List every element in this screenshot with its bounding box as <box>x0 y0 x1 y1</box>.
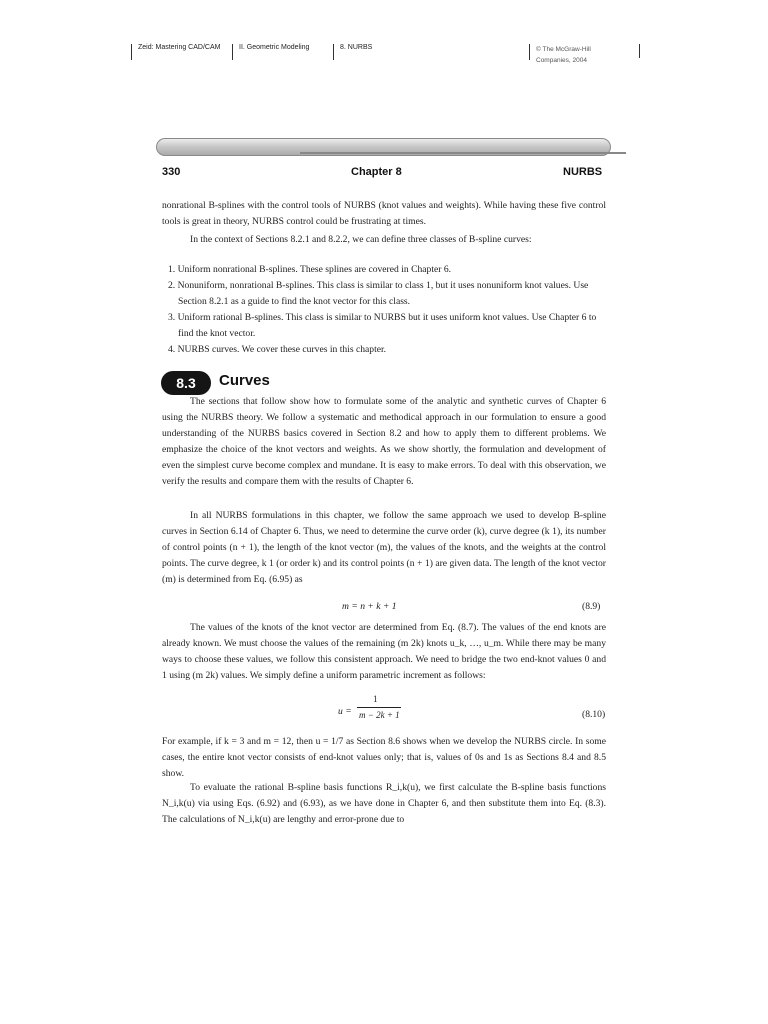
body-paragraph-1: The sections that follow show how to formulate some of the analytic and synthetic curves of Chapter 6 using the NURBS theory. We follow a systematic and methodical approach in our formulation to ensure a good understanding of the NURBS basics covered in Section 8.2 and how to apply them to different problems. We emphasize the choice of the knot vectors and weights. As we show shortly, the formulation and development of even the simplest curve become complex and mundane. It is easy to make errors. To deal with this observation, we verify the results and compare them with the results of Chapter 6. <box>162 396 606 487</box>
equation-8-10-fraction-bar <box>357 707 401 708</box>
intro-paragraph-2: In the context of Sections 8.2.1 and 8.2.2, we can define three classes of B-spline curves: <box>190 234 532 245</box>
equation-8-9-number: (8.9) <box>582 601 601 612</box>
body-paragraph-2: In all NURBS formulations in this chapter, we follow the same approach we used to develop B-spline curves in Section 6.14 of Chapter 6. Thus, we need to determine the curve order (k), curve degree (k 1), its number of control points (n + 1), the length of the knot vector (m), the values of the knots, and the weights at the control points. The curve degree, k 1 (or order k) and its control points (n + 1) are given data. The length of the knot vector (m) is determined from Eq. (6.95) as <box>162 510 606 585</box>
body-paragraph-3: The values of the knots of the knot vector are determined from Eq. (8.7). The values of the end knots are already known. We must choose the values of the remaining (m 2k) knots u_k, …, u_m. While there may be many ways to choose these values, we follow this consistent approach. We need to bridge the two end-knot values 0 and 1 using (m 2k) values. We simply define a uniform parametric increment as follows: <box>162 622 606 681</box>
page-banner-rule <box>300 152 626 154</box>
header-end-rule <box>639 44 640 58</box>
header-part: II. Geometric Modeling <box>232 44 309 60</box>
running-head-topic: NURBS <box>563 166 603 178</box>
list-item: 1. Uniform nonrational B-splines. These splines are covered in Chapter 6. <box>168 264 452 275</box>
equation-8-10-lhs: u = <box>338 706 352 717</box>
equation-8-9: m = n + k + 1 <box>342 601 397 612</box>
intro-paragraph-1: nonrational B-splines with the control tools of NURBS (knot values and weights). While having these five control tools is great in theory, NURBS control could be frustrating at times. <box>162 200 606 227</box>
equation-8-10-number: (8.10) <box>582 709 606 720</box>
header-copyright <box>529 44 591 64</box>
header-book-title: Zeid: Mastering CAD/CAM <box>131 44 220 60</box>
equation-8-10-denominator: m − 2k + 1 <box>359 710 400 720</box>
header-copyright-line2: Companies, 2004 <box>536 57 587 64</box>
body-paragraph-5: To evaluate the rational B-spline basis functions R_i,k(u), we first calculate the B-spline basis functions N_i,k(u) via using Eqs. (6.92) and (6.93), as we have done in Chapter 6, and then substitute them into Eq. (8.3). The calculations of N_i,k(u) are lengthy and error-prone due to <box>162 782 606 825</box>
body-paragraph-4: For example, if k = 3 and m = 12, then u = 1/7 as Section 8.6 shows when we develop the NURBS circle. In some cases, the entire knot vector consists of end-knot values only; that is, values of 0s and 1s as Sections 8.4 and 8.5 show. <box>162 736 606 779</box>
page-number: 330 <box>162 166 181 178</box>
header-chapter: 8. NURBS <box>333 44 372 60</box>
list-item: 4. NURBS curves. We cover these curves in this chapter. <box>168 344 387 355</box>
curve-classes-list <box>162 262 606 358</box>
equation-8-10-numerator: 1 <box>373 694 378 704</box>
section-title: Curves <box>219 372 270 389</box>
list-item: 2. Nonuniform, nonrational B-splines. This class is similar to class 1, but it uses nonuniform knot values. Use Section 8.2.1 as a guide to find the knot vector for this class. <box>168 280 589 307</box>
section-number-badge: 8.3 <box>161 371 211 395</box>
header-copyright-line1: © The McGraw-Hill <box>536 46 591 53</box>
running-head-chapter: Chapter 8 <box>351 166 402 178</box>
list-item: 3. Uniform rational B-splines. This class is similar to NURBS but it uses uniform knot values. Use Chapter 6 to find the knot vector. <box>168 312 597 339</box>
